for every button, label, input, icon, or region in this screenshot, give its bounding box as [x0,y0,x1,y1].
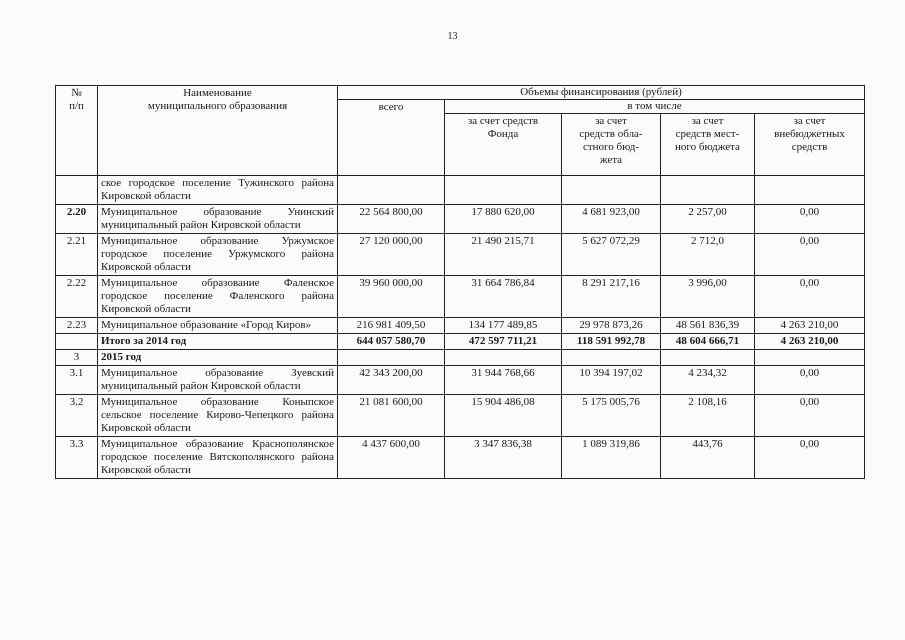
row-number: 2.21 [56,234,98,276]
row-name: Муниципальное образование Фаленское городское поселение Фаленского района Кировской области [98,276,338,318]
table-row [56,437,865,479]
row-regional: 5 175 005,76 [562,395,661,437]
row-total: 27 120 000,00 [338,234,445,276]
row-number [56,176,98,205]
table-row [56,276,865,318]
row-number [56,334,98,350]
row-fund: 31 664 786,84 [445,276,562,318]
row-regional [562,176,661,205]
row-name: Итого за 2014 год [98,334,338,350]
row-extra [755,350,865,366]
table-row [56,334,865,350]
row-total: 21 081 600,00 [338,395,445,437]
row-extra [755,176,865,205]
row-extra: 0,00 [755,366,865,395]
header-including: в том числе [445,100,865,114]
row-total: 42 343 200,00 [338,366,445,395]
row-local: 2 257,00 [661,205,755,234]
row-total [338,176,445,205]
table-row [56,318,865,334]
row-fund: 31 944 768,66 [445,366,562,395]
table-row [56,234,865,276]
row-local [661,350,755,366]
row-local: 4 234,32 [661,366,755,395]
row-fund: 3 347 836,38 [445,437,562,479]
header-name: Наименование муниципального образования [98,86,338,176]
row-extra: 0,00 [755,205,865,234]
row-total: 39 960 000,00 [338,276,445,318]
table-row [56,395,865,437]
row-fund: 21 490 215,71 [445,234,562,276]
row-regional: 1 089 319,86 [562,437,661,479]
header-extra: за счет внебюджетных средств [755,114,865,176]
financing-table [55,85,865,479]
table-row [56,350,865,366]
header-fund: за счет средств Фонда [445,114,562,176]
row-name: Муниципальное образование Коныпское сельское поселение Кирово-Чепецкого района Кировской области [98,395,338,437]
row-name: Муниципальное образование Унинский муниципальный район Кировской области [98,205,338,234]
header-number: № п/п [56,86,98,176]
row-name: Муниципальное образование Уржумское городское поселение Уржумского района Кировской области [98,234,338,276]
row-number: 2.22 [56,276,98,318]
row-fund: 472 597 711,21 [445,334,562,350]
header-row-1 [56,86,865,100]
row-number: 3 [56,350,98,366]
row-extra: 0,00 [755,437,865,479]
row-local: 2 108,16 [661,395,755,437]
row-fund: 134 177 489,85 [445,318,562,334]
row-extra: 4 263 210,00 [755,318,865,334]
row-extra: 0,00 [755,395,865,437]
row-local: 2 712,0 [661,234,755,276]
row-total: 216 981 409,50 [338,318,445,334]
row-number: 3.1 [56,366,98,395]
row-total: 22 564 800,00 [338,205,445,234]
row-extra: 0,00 [755,234,865,276]
row-name: Муниципальное образование Краснополянское городское поселение Вятскополянского района Кировской области [98,437,338,479]
row-regional: 5 627 072,29 [562,234,661,276]
row-regional: 10 394 197,02 [562,366,661,395]
table-row [56,205,865,234]
row-regional: 29 978 873,26 [562,318,661,334]
table-row [56,366,865,395]
row-regional [562,350,661,366]
table-row [56,176,865,205]
header-local: за счет средств мест- ного бюджета [661,114,755,176]
page-number: 13 [447,31,458,42]
row-number: 3.3 [56,437,98,479]
row-number: 3.2 [56,395,98,437]
row-regional: 8 291 217,16 [562,276,661,318]
row-total: 4 437 600,00 [338,437,445,479]
row-fund [445,350,562,366]
row-name: ское городское поселение Тужинского района Кировской области [98,176,338,205]
row-name: Муниципальное образование «Город Киров» [98,318,338,334]
row-name: 2015 год [98,350,338,366]
row-local: 443,76 [661,437,755,479]
row-number: 2.23 [56,318,98,334]
row-fund: 17 880 620,00 [445,205,562,234]
row-local: 3 996,00 [661,276,755,318]
row-local: 48 561 836,39 [661,318,755,334]
row-name: Муниципальное образование Зуевский муниципальный район Кировской области [98,366,338,395]
header-regional: за счет средств обла- стного бюд- жета [562,114,661,176]
row-fund: 15 904 486,08 [445,395,562,437]
row-regional: 4 681 923,00 [562,205,661,234]
header-volumes: Объемы финансирования (рублей) [338,86,865,100]
row-total [338,350,445,366]
row-fund [445,176,562,205]
row-extra: 0,00 [755,276,865,318]
row-local: 48 604 666,71 [661,334,755,350]
row-regional: 118 591 992,78 [562,334,661,350]
row-extra: 4 263 210,00 [755,334,865,350]
row-local [661,176,755,205]
header-total: всего [338,100,445,176]
row-number: 2.20 [56,205,98,234]
row-total: 644 057 580,70 [338,334,445,350]
